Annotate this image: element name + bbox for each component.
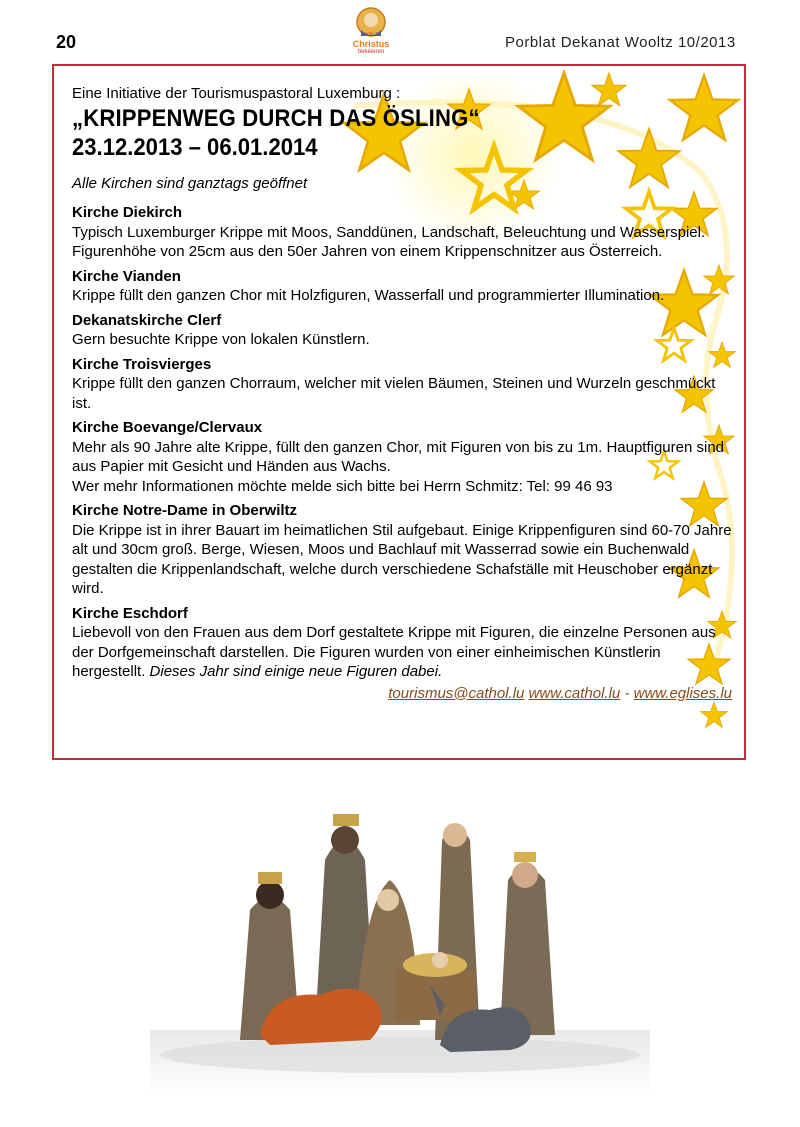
church-name: Kirche Diekirch xyxy=(72,204,183,221)
church-name: Kirche Eschdorf xyxy=(72,604,188,622)
article-dates: 23.12.2013 – 06.01.2014 xyxy=(72,133,318,161)
logo-text xyxy=(349,32,393,56)
contact-links xyxy=(72,684,732,704)
article-box xyxy=(52,64,746,760)
church-description: Krippe füllt den ganzen Chor mit Holzfiguren, Wasserfall und programmierter Illumination. xyxy=(72,287,665,304)
cathol-link[interactable]: www.cathol.lu xyxy=(528,684,621,702)
church-description: Mehr als 90 Jahre alte Krippe, füllt den ganzen Chor, mit Figuren von bis zu 1m. Hauptfiguren sind aus Papier mit Gesicht und Händen aus Wachs. xyxy=(72,438,725,475)
church-description: Typisch Luxemburger Krippe mit Moos, Sanddünen, Landschaft, Beleuchtung und Wasserspiel. Figurenhöhe von 25cm aus den 50er Jahren von einem Krippenschnitzer aus Österreich. xyxy=(72,223,706,260)
church-name: Kirche Troisvierges xyxy=(72,355,212,373)
email-link[interactable]: tourismus@cathol.lu xyxy=(388,684,525,702)
church-section-oberwiltz xyxy=(72,501,732,599)
logo-text-main: Christus xyxy=(352,39,390,49)
church-section-boevange xyxy=(72,418,732,496)
church-description-wrap xyxy=(72,623,732,682)
church-name: Kirche Vianden xyxy=(72,267,181,285)
link-separator: - xyxy=(624,684,630,702)
church-section-clerf xyxy=(72,311,732,350)
eglises-link[interactable]: www.eglises.lu xyxy=(633,684,732,702)
church-section-diekirch xyxy=(72,203,732,262)
article-content xyxy=(72,84,732,703)
church-note: Dieses Jahr sind einige neue Figuren dabei. xyxy=(149,663,443,680)
church-description: Die Krippe ist in ihrer Bauart im heimatlichen Stil aufgebaut. Einige Krippenfiguren sind 60-70 Jahre alt und 30cm groß. Berge, Wiesen, Moos und Bachlauf mit Wasserrad sowie ein Buchenwald gestalten die Krippenlandschaft, welche durch verschiedene Schafställe mit Heuschober ergänzt wird. xyxy=(72,521,732,597)
page-number: 20 xyxy=(56,32,77,52)
logo-text-top: sech zu xyxy=(360,32,382,38)
church-description: Gern besuchte Krippe von lokalen Künstlern. xyxy=(72,331,370,348)
nativity-figurines-image xyxy=(150,800,650,1095)
church-description: Krippe füllt den ganzen Chorraum, welcher mit vielen Bäumen, Steinen und Wurzeln geschmückt ist. xyxy=(72,375,716,412)
intro-line: Eine Initiative der Tourismuspastoral Luxemburg : xyxy=(72,85,401,102)
contact-info: Wer mehr Informationen möchte melde sich bitte bei Herrn Schmitz: Tel: 99 46 93 xyxy=(72,477,613,495)
church-section-eschdorf xyxy=(72,604,732,682)
church-section-vianden xyxy=(72,267,732,306)
church-section-troisvierges xyxy=(72,355,732,414)
church-name: Kirche Boevange/Clervaux xyxy=(72,419,263,436)
church-description: Liebevoll von den Frauen aus dem Dorf gestaltete Krippe mit Figuren, die einzelne Personen aus der Dorfgemeinschaft darstellen. Die Figuren wurden von einer einheimischen Künstlerin hergestellt. xyxy=(72,624,716,680)
church-name: Kirche Notre-Dame in Oberwiltz xyxy=(72,502,298,519)
logo-text-bottom: bekéieren xyxy=(357,49,385,55)
church-name: Dekanatskirche Clerf xyxy=(72,311,222,329)
opening-note: Alle Kirchen sind ganztags geöffnet xyxy=(72,174,308,192)
article-title: „KRIPPENWEG DURCH DAS ÖSLING“ xyxy=(72,104,480,132)
publication-title: Porblat Dekanat Wooltz 10/2013 xyxy=(505,34,736,51)
